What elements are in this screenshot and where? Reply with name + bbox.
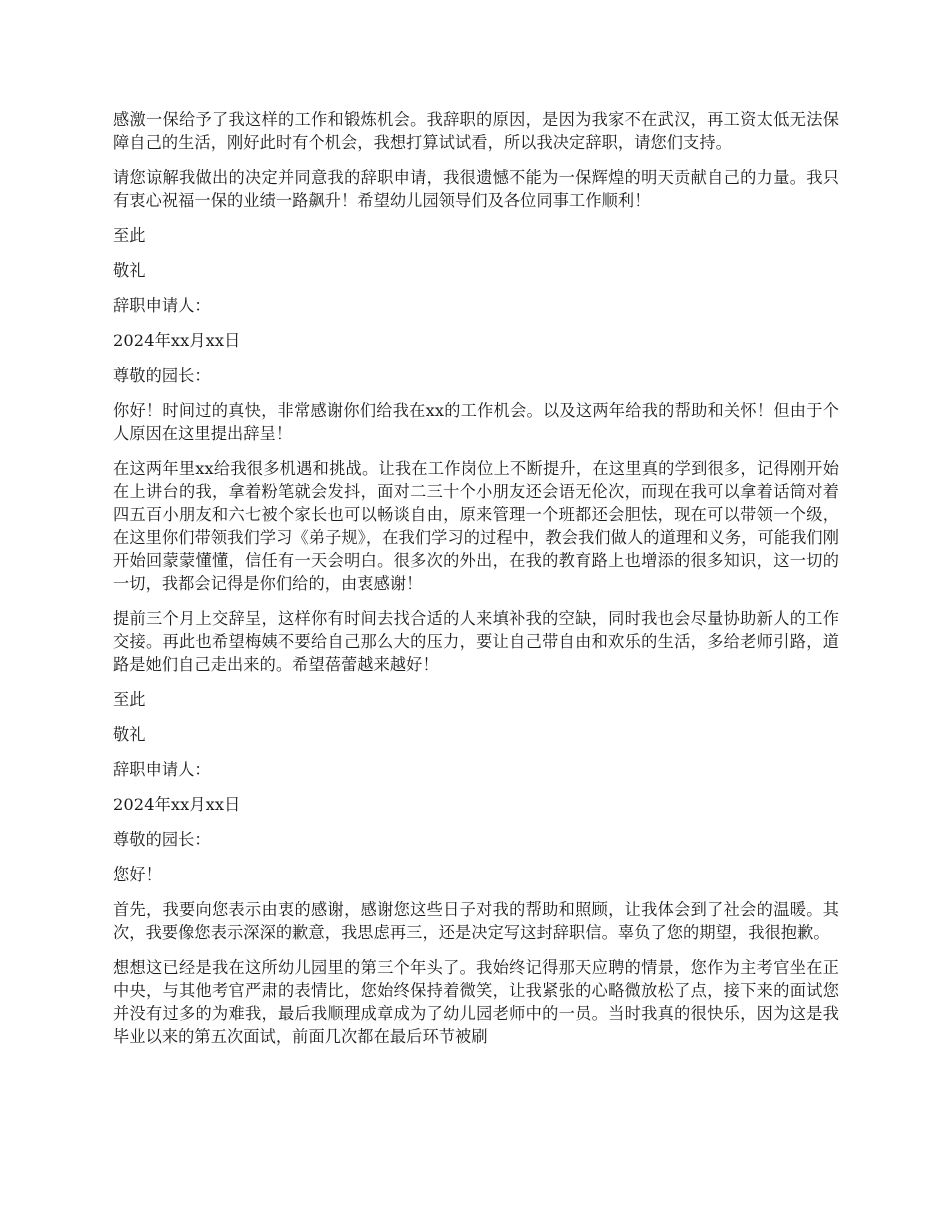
closing-zhici: 至此 (113, 226, 146, 245)
paragraph-experience: 在这两年里xx给我很多机遇和挑战。让我在工作岗位上不断提升，在这里真的学到很多，记得刚开始在上讲台的我，拿着粉笔就会发抖，面对二三十个小朋友还会语无伦次，而现在我可以拿着话筒对着四五百小朋友和六七被个家长也可以畅谈自由，原来管理一个班都还会胆怯，现在可以带领一个级，在这里你们带领我们学习《弟子规》，在我们学习的过程中，教会我们做人的道理和义务，可能我们刚开始回蒙蒙懂懂，信任有一天会明白。很多次的外出，在我的教育路上也增添的很多知识，这一切的一切，我都会记得是你们给的，由衷感谢！ (113, 459, 839, 593)
closing-jingli: 敬礼 (113, 725, 146, 744)
closing-zhici: 至此 (113, 690, 146, 709)
salutation: 尊敬的园长： (113, 830, 211, 849)
date-line: 2024年xx月xx日 (113, 331, 241, 350)
signature-label: 辞职申请人： (113, 760, 211, 779)
document-body (113, 108, 839, 1060)
paragraph-reason: 感激一保给予了我这样的工作和锻炼机会。我辞职的原因，是因为我家不在武汉，再工资太低无法保障自己的生活，刚好此时有个机会，我想打算试试看，所以我决定辞职，请您们支持。 (113, 110, 839, 152)
date-line: 2024年xx月xx日 (113, 795, 241, 814)
paragraph-handover: 提前三个月上交辞呈，这样你有时间去找合适的人来填补我的空缺，同时我也会尽量协助新人的工作交接。再此也希望梅姨不要给自己那么大的压力，要让自己带自由和欢乐的生活，多给老师引路，道路是她们自己走出来的。希望蓓蕾越来越好！ (113, 609, 839, 674)
paragraph-greeting: 你好！时间过的真快，非常感谢你们给我在xx的工作机会。以及这两年给我的帮助和关怀！但由于个人原因在这里提出辞呈！ (113, 401, 839, 443)
signature-label: 辞职申请人： (113, 296, 211, 315)
paragraph-memory: 想想这已经是我在这所幼儿园里的第三个年头了。我始终记得那天应聘的情景，您作为主考官坐在正中央，与其他考官严肃的表情比，您始终保持着微笑，让我紧张的心略微放松了点，接下来的面试您并没有过多的为难我，最后我顺理成章成为了幼儿园老师中的一员。当时我真的很快乐，因为这是我毕业以来的第五次面试，前面几次都在最后环节被刷 (113, 958, 839, 1046)
paragraph-apology: 请您谅解我做出的决定并同意我的辞职申请，我很遗憾不能为一保辉煌的明天贡献自己的力量。我只有衷心祝福一保的业绩一路飙升！希望幼儿园领导们及各位同事工作顺利！ (113, 168, 839, 210)
paragraph-thanks: 首先，我要向您表示由衷的感谢，感谢您这些日子对我的帮助和照顾，让我体会到了社会的温暖。其次，我要像您表示深深的歉意，我思虑再三，还是决定写这封辞职信。辜负了您的期望，我很抱歉。 (113, 900, 839, 942)
salutation: 尊敬的园长： (113, 366, 211, 385)
greeting-line: 您好！ (113, 865, 162, 884)
closing-jingli: 敬礼 (113, 261, 146, 280)
